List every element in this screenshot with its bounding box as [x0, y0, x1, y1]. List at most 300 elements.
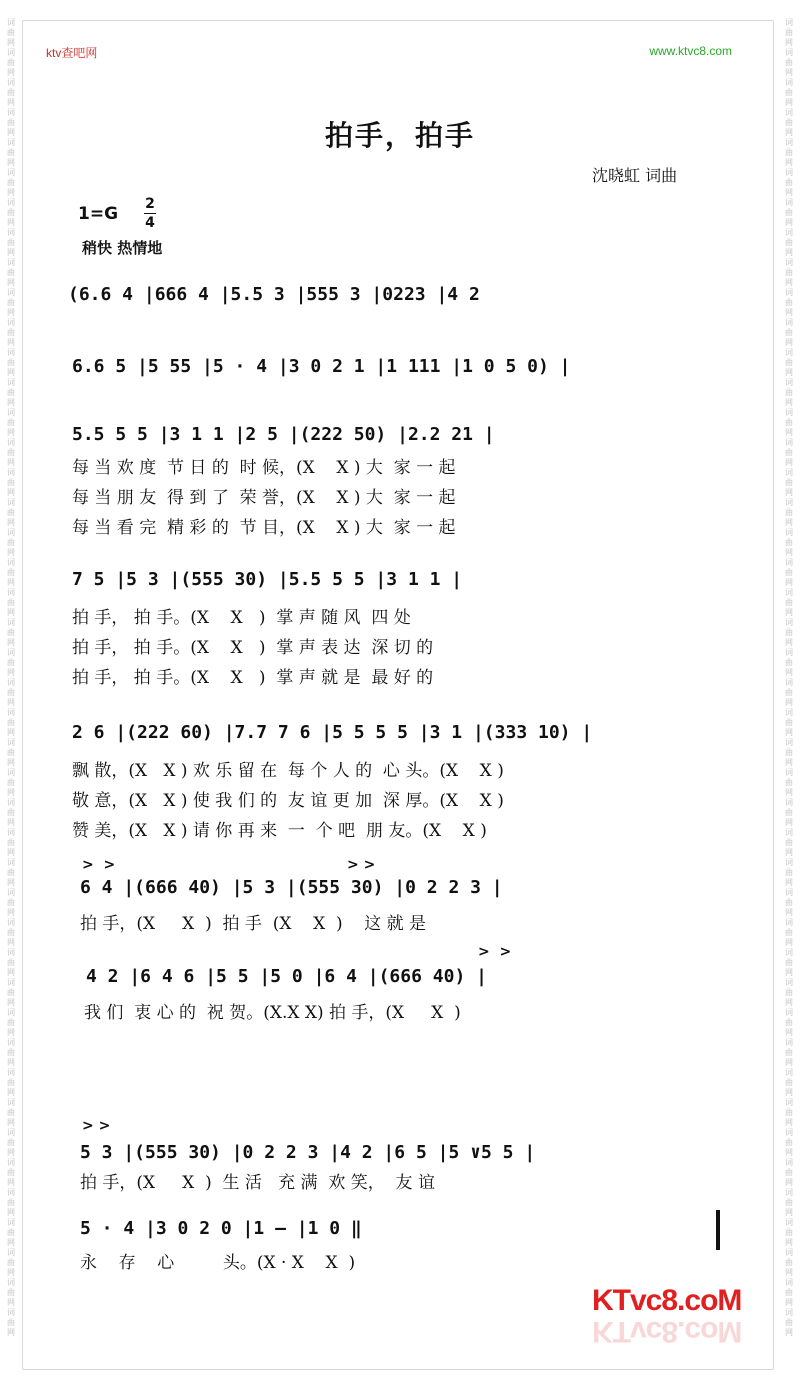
watermark-glyph: 词: [7, 1188, 15, 1197]
watermark-glyph: 曲: [785, 418, 793, 427]
watermark-glyph: 网: [785, 1298, 793, 1307]
watermark-glyph: 网: [785, 1148, 793, 1157]
watermark-glyph: 词: [785, 768, 793, 777]
watermark-glyph: 网: [7, 158, 15, 167]
watermark-column-right: [781, 18, 797, 1338]
watermark-glyph: 词: [7, 618, 15, 627]
watermark-glyph: 网: [785, 218, 793, 227]
logo-text: KTvc8.coM: [592, 1284, 742, 1317]
watermark-glyph: 曲: [7, 358, 15, 367]
watermark-glyph: 词: [785, 468, 793, 477]
watermark-glyph: 词: [785, 498, 793, 507]
watermark-glyph: 曲: [7, 238, 15, 247]
meter-top: 2: [145, 196, 155, 212]
watermark-glyph: 词: [785, 48, 793, 57]
watermark-glyph: 词: [7, 1218, 15, 1227]
watermark-glyph: 词: [7, 1308, 15, 1317]
watermark-glyph: 网: [7, 1118, 15, 1127]
watermark-glyph: 曲: [785, 928, 793, 937]
watermark-glyph: 网: [7, 938, 15, 947]
watermark-glyph: 曲: [785, 628, 793, 637]
watermark-glyph: 网: [785, 548, 793, 557]
watermark-glyph: 词: [7, 888, 15, 897]
watermark-glyph: 曲: [7, 1318, 15, 1327]
watermark-glyph: 词: [785, 558, 793, 567]
watermark-glyph: 词: [7, 18, 15, 27]
lyric-line: 拍 手，(X X ) 生 活 充 满 欢 笑， 友 谊: [80, 1173, 435, 1193]
watermark-glyph: 词: [785, 648, 793, 657]
watermark-glyph: 词: [785, 1188, 793, 1197]
watermark-glyph: 网: [785, 578, 793, 587]
watermark-glyph: 曲: [7, 658, 15, 667]
watermark-glyph: 网: [7, 788, 15, 797]
watermark-glyph: 词: [7, 1068, 15, 1077]
watermark-glyph: 曲: [7, 1258, 15, 1267]
watermark-glyph: 网: [7, 38, 15, 47]
watermark-glyph: 网: [7, 1178, 15, 1187]
watermark-glyph: 词: [7, 228, 15, 237]
watermark-glyph: 曲: [785, 988, 793, 997]
watermark-glyph: 词: [7, 468, 15, 477]
watermark-glyph: 曲: [7, 1228, 15, 1237]
watermark-glyph: 曲: [7, 688, 15, 697]
watermark-glyph: 词: [785, 408, 793, 417]
watermark-glyph: 词: [7, 288, 15, 297]
watermark-glyph: 曲: [785, 298, 793, 307]
watermark-glyph: 曲: [7, 808, 15, 817]
watermark-glyph: 曲: [785, 598, 793, 607]
watermark-glyph: 网: [7, 698, 15, 707]
watermark-glyph: 曲: [7, 778, 15, 787]
watermark-glyph: 词: [7, 168, 15, 177]
watermark-glyph: 词: [785, 948, 793, 957]
watermark-glyph: 曲: [7, 148, 15, 157]
watermark-glyph: 曲: [785, 88, 793, 97]
watermark-glyph: 网: [7, 908, 15, 917]
watermark-glyph: 词: [785, 1278, 793, 1287]
watermark-glyph: 词: [785, 678, 793, 687]
watermark-glyph: 曲: [7, 298, 15, 307]
lyric-line: 我 们 衷 心 的 祝 贺。(X.X X) 拍 手，(X X ): [84, 1003, 461, 1023]
watermark-glyph: 曲: [7, 988, 15, 997]
watermark-glyph: 曲: [785, 448, 793, 457]
watermark-glyph: 词: [7, 558, 15, 567]
watermark-glyph: 词: [7, 48, 15, 57]
watermark-glyph: 网: [785, 518, 793, 527]
watermark-glyph: 曲: [785, 688, 793, 697]
watermark-glyph: 网: [7, 1028, 15, 1037]
watermark-glyph: 词: [7, 678, 15, 687]
watermark-glyph: 曲: [7, 1198, 15, 1207]
watermark-glyph: 曲: [785, 1078, 793, 1087]
watermark-glyph: 网: [785, 1208, 793, 1217]
watermark-glyph: 网: [785, 698, 793, 707]
watermark-glyph: 网: [7, 518, 15, 527]
watermark-glyph: 网: [785, 608, 793, 617]
watermark-glyph: 曲: [785, 868, 793, 877]
watermark-glyph: 词: [7, 918, 15, 927]
watermark-glyph: 词: [785, 1308, 793, 1317]
watermark-glyph: 词: [7, 978, 15, 987]
watermark-glyph: 网: [7, 878, 15, 887]
watermark-glyph: 网: [7, 578, 15, 587]
watermark-glyph: 词: [7, 318, 15, 327]
song-title: 拍手，拍手: [324, 119, 475, 152]
watermark-glyph: 网: [785, 818, 793, 827]
watermark-glyph: 词: [7, 708, 15, 717]
watermark-glyph: 网: [785, 248, 793, 257]
watermark-glyph: 曲: [785, 178, 793, 187]
watermark-glyph: 网: [785, 428, 793, 437]
watermark-glyph: 词: [785, 108, 793, 117]
watermark-glyph: 网: [7, 248, 15, 257]
watermark-glyph: 网: [7, 128, 15, 137]
watermark-glyph: 曲: [7, 388, 15, 397]
watermark-glyph: 词: [785, 1038, 793, 1047]
watermark-glyph: 曲: [7, 1288, 15, 1297]
watermark-glyph: 曲: [785, 838, 793, 847]
watermark-glyph: 词: [7, 648, 15, 657]
watermark-glyph: 曲: [785, 1018, 793, 1027]
watermark-glyph: 曲: [785, 748, 793, 757]
watermark-glyph: 网: [785, 938, 793, 947]
watermark-glyph: 曲: [7, 838, 15, 847]
watermark-glyph: 曲: [7, 268, 15, 277]
watermark-glyph: 曲: [7, 508, 15, 517]
watermark-glyph: 曲: [785, 1168, 793, 1177]
watermark-glyph: 曲: [7, 1018, 15, 1027]
watermark-glyph: 曲: [7, 538, 15, 547]
watermark-glyph: 网: [785, 128, 793, 137]
watermark-glyph: 网: [7, 608, 15, 617]
watermark-glyph: 词: [7, 858, 15, 867]
watermark-glyph: 网: [785, 668, 793, 677]
notation-line: 4 2 |6 4 6 |5 5 |5 0 |6 4 |(666 40) |: [86, 966, 487, 987]
watermark-glyph: 曲: [7, 328, 15, 337]
watermark-glyph: 曲: [785, 478, 793, 487]
watermark-glyph: 曲: [7, 1138, 15, 1147]
watermark-glyph: 网: [785, 908, 793, 917]
watermark-glyph: 曲: [785, 508, 793, 517]
accent-marks: > >: [82, 857, 116, 873]
watermark-glyph: 网: [7, 368, 15, 377]
watermark-glyph: 网: [785, 1178, 793, 1187]
watermark-glyph: 曲: [785, 898, 793, 907]
watermark-glyph: 词: [7, 138, 15, 147]
watermark-glyph: 词: [785, 978, 793, 987]
watermark-glyph: 词: [785, 318, 793, 327]
watermark-glyph: 网: [7, 188, 15, 197]
watermark-glyph: 网: [7, 1238, 15, 1247]
notation-line: 6 4 |(666 40) |5 3 |(555 30) |0 2 2 3 |: [80, 877, 503, 898]
accent-marks: > >: [82, 1118, 111, 1134]
watermark-glyph: 网: [785, 1328, 793, 1337]
watermark-glyph: 曲: [7, 748, 15, 757]
watermark-glyph: 词: [785, 618, 793, 627]
watermark-glyph: 词: [785, 198, 793, 207]
watermark-glyph: 词: [785, 288, 793, 297]
notation-line: (6.6 4 |666 4 |5.5 3 |555 3 |0223 |4 2: [68, 284, 480, 305]
watermark-glyph: 词: [785, 78, 793, 87]
watermark-glyph: 曲: [7, 898, 15, 907]
notation-line: 6.6 5 |5 55 |5 · 4 |3 0 2 1 |1 111 |1 0 5 0) |: [72, 356, 571, 377]
watermark-glyph: 网: [7, 338, 15, 347]
watermark-glyph: 词: [7, 1128, 15, 1137]
watermark-glyph: 曲: [785, 1228, 793, 1237]
watermark-glyph: 网: [785, 338, 793, 347]
watermark-glyph: 词: [7, 108, 15, 117]
watermark-glyph: 词: [7, 528, 15, 537]
watermark-glyph: 词: [785, 708, 793, 717]
notation-line: 5 3 |(555 30) |0 2 2 3 |4 2 |6 5 |5 ∨5 5 |: [80, 1142, 536, 1163]
watermark-glyph: 网: [785, 758, 793, 767]
meter-bottom: 4: [145, 215, 155, 231]
watermark-glyph: 词: [7, 1008, 15, 1017]
watermark-glyph: 词: [7, 588, 15, 597]
watermark-glyph: 网: [7, 68, 15, 77]
watermark-glyph: 曲: [785, 808, 793, 817]
watermark-glyph: 曲: [7, 88, 15, 97]
watermark-glyph: 曲: [785, 1258, 793, 1267]
watermark-glyph: 词: [785, 1008, 793, 1017]
watermark-glyph: 曲: [7, 1108, 15, 1117]
watermark-glyph: 网: [7, 1208, 15, 1217]
watermark-glyph: 曲: [7, 28, 15, 37]
watermark-glyph: 网: [7, 638, 15, 647]
watermark-glyph: 词: [7, 258, 15, 267]
watermark-glyph: 网: [785, 1058, 793, 1067]
watermark-glyph: 网: [7, 758, 15, 767]
watermark-glyph: 词: [785, 1098, 793, 1107]
watermark-glyph: 网: [785, 458, 793, 467]
watermark-glyph: 曲: [7, 178, 15, 187]
watermark-glyph: 曲: [785, 328, 793, 337]
watermark-glyph: 曲: [785, 1288, 793, 1297]
watermark-glyph: 网: [7, 1058, 15, 1067]
watermark-glyph: 词: [785, 738, 793, 747]
watermark-glyph: 曲: [7, 448, 15, 457]
watermark-glyph: 词: [7, 798, 15, 807]
watermark-glyph: 网: [7, 1268, 15, 1277]
watermark-glyph: 曲: [7, 568, 15, 577]
watermark-glyph: 曲: [785, 118, 793, 127]
final-barline: [716, 1210, 720, 1250]
time-signature: [144, 196, 156, 231]
tempo-marking: 稍快 热情地: [82, 239, 163, 257]
lyric-verse-2: 每 当 朋 友 得 到 了 荣 誉，(X X ) 大 家 一 起: [72, 488, 456, 508]
watermark-glyph: 网: [7, 968, 15, 977]
watermark-glyph: 词: [785, 528, 793, 537]
watermark-glyph: 网: [7, 428, 15, 437]
watermark-glyph: 曲: [7, 718, 15, 727]
notation-line: 2 6 |(222 60) |7.7 7 6 |5 5 5 5 |3 1 |(333 10) |: [72, 722, 593, 743]
watermark-glyph: 网: [7, 218, 15, 227]
watermark-glyph: 网: [7, 848, 15, 857]
watermark-glyph: 曲: [785, 658, 793, 667]
watermark-glyph: 词: [7, 78, 15, 87]
watermark-glyph: 网: [7, 488, 15, 497]
lyric-verse-1: 飘 散，(X X ) 欢 乐 留 在 每 个 人 的 心 头。(X X ): [72, 761, 504, 781]
watermark-glyph: 词: [785, 588, 793, 597]
watermark-glyph: 曲: [785, 538, 793, 547]
watermark-glyph: 网: [7, 818, 15, 827]
watermark-glyph: 曲: [7, 868, 15, 877]
watermark-glyph: 网: [785, 188, 793, 197]
watermark-glyph: 曲: [785, 58, 793, 67]
watermark-glyph: 网: [785, 1088, 793, 1097]
watermark-glyph: 词: [785, 1128, 793, 1137]
watermark-glyph: 曲: [7, 418, 15, 427]
lyric-line: 拍 手，(X X ) 拍 手 (X X ) 这 就 是: [80, 914, 427, 934]
watermark-glyph: 曲: [785, 1048, 793, 1057]
watermark-glyph: 曲: [7, 478, 15, 487]
watermark-glyph: 网: [785, 638, 793, 647]
lyric-verse-1: 拍 手， 拍 手。(X X ) 掌 声 随 风 四 处: [72, 608, 411, 628]
watermark-glyph: 曲: [785, 1138, 793, 1147]
lyric-verse-3: 每 当 看 完 精 彩 的 节 目，(X X ) 大 家 一 起: [72, 518, 456, 538]
watermark-glyph: 曲: [7, 118, 15, 127]
watermark-glyph: 网: [785, 278, 793, 287]
watermark-glyph: 词: [7, 1098, 15, 1107]
watermark-glyph: 网: [785, 158, 793, 167]
site-url[interactable]: www.ktvc8.com: [649, 44, 732, 58]
lyric-verse-3: 赞 美，(X X ) 请 你 再 来 一 个 吧 朋 友。(X X ): [72, 821, 487, 841]
watermark-glyph: 词: [785, 918, 793, 927]
notation-line: 5.5 5 5 |3 1 1 |2 5 |(222 50) |2.2 21 |: [72, 424, 495, 445]
watermark-glyph: 网: [785, 68, 793, 77]
watermark-glyph: 曲: [785, 568, 793, 577]
watermark-glyph: 词: [785, 378, 793, 387]
watermark-glyph: 词: [785, 228, 793, 237]
watermark-glyph: 网: [785, 98, 793, 107]
key-signature: 1=G: [78, 204, 119, 224]
notation-line: 7 5 |5 3 |(555 30) |5.5 5 5 |3 1 1 |: [72, 569, 463, 590]
watermark-glyph: 词: [7, 348, 15, 357]
watermark-glyph: 曲: [7, 928, 15, 937]
watermark-glyph: 曲: [7, 208, 15, 217]
watermark-glyph: 词: [785, 1158, 793, 1167]
site-name[interactable]: ktv查吧网: [46, 46, 98, 60]
watermark-glyph: 曲: [7, 598, 15, 607]
watermark-glyph: 词: [785, 438, 793, 447]
watermark-glyph: 曲: [7, 958, 15, 967]
watermark-glyph: 词: [785, 1248, 793, 1257]
watermark-glyph: 词: [785, 888, 793, 897]
watermark-glyph: 网: [7, 1328, 15, 1337]
watermark-glyph: 词: [7, 1278, 15, 1287]
lyric-verse-2: 拍 手， 拍 手。(X X ) 掌 声 表 达 深 切 的: [72, 638, 434, 658]
watermark-glyph: 词: [785, 828, 793, 837]
watermark-glyph: 词: [785, 18, 793, 27]
watermark-glyph: 网: [785, 488, 793, 497]
watermark-glyph: 网: [785, 1118, 793, 1127]
watermark-glyph: 网: [785, 398, 793, 407]
watermark-glyph: 词: [785, 258, 793, 267]
watermark-glyph: 网: [785, 788, 793, 797]
watermark-glyph: 网: [7, 398, 15, 407]
watermark-glyph: 网: [7, 998, 15, 1007]
watermark-glyph: 词: [785, 858, 793, 867]
watermark-glyph: 词: [7, 1038, 15, 1047]
watermark-glyph: 网: [7, 1148, 15, 1157]
watermark-glyph: 词: [7, 378, 15, 387]
watermark-column-left: [3, 18, 19, 1338]
watermark-glyph: 网: [785, 1238, 793, 1247]
watermark-glyph: 曲: [785, 28, 793, 37]
watermark-glyph: 网: [785, 1028, 793, 1037]
watermark-glyph: 词: [7, 768, 15, 777]
watermark-glyph: 曲: [7, 628, 15, 637]
accent-marks: > >: [347, 857, 376, 873]
watermark-glyph: 词: [785, 798, 793, 807]
watermark-glyph: 词: [785, 168, 793, 177]
watermark-glyph: 词: [7, 438, 15, 447]
watermark-glyph: 网: [785, 968, 793, 977]
watermark-glyph: 曲: [7, 1078, 15, 1087]
watermark-glyph: 词: [7, 498, 15, 507]
watermark-glyph: 网: [785, 38, 793, 47]
watermark-glyph: 曲: [7, 58, 15, 67]
watermark-glyph: 曲: [7, 1048, 15, 1057]
watermark-glyph: 网: [7, 308, 15, 317]
watermark-glyph: 曲: [785, 148, 793, 157]
watermark-glyph: 网: [7, 728, 15, 737]
watermark-glyph: 曲: [785, 208, 793, 217]
lyric-verse-3: 拍 手， 拍 手。(X X ) 掌 声 就 是 最 好 的: [72, 668, 434, 688]
watermark-glyph: 网: [7, 668, 15, 677]
watermark-glyph: 网: [7, 548, 15, 557]
watermark-glyph: 曲: [785, 718, 793, 727]
lyric-verse-2: 敬 意，(X X ) 使 我 们 的 友 谊 更 加 深 厚。(X X ): [72, 791, 504, 811]
watermark-glyph: 词: [7, 1158, 15, 1167]
notation-line: 5 · 4 |3 0 2 0 |1 – |1 0 ‖: [80, 1218, 362, 1239]
watermark-glyph: 词: [785, 1068, 793, 1077]
watermark-glyph: 网: [785, 368, 793, 377]
watermark-glyph: 曲: [785, 1198, 793, 1207]
watermark-glyph: 曲: [785, 778, 793, 787]
watermark-glyph: 曲: [785, 238, 793, 247]
watermark-glyph: 词: [7, 948, 15, 957]
watermark-glyph: 词: [785, 348, 793, 357]
watermark-glyph: 网: [7, 1298, 15, 1307]
logo-reflection: KTvc8.coM: [592, 1315, 742, 1348]
watermark-glyph: 曲: [785, 1108, 793, 1117]
watermark-glyph: 网: [785, 998, 793, 1007]
song-author: 沈晓虹 词曲: [592, 166, 678, 185]
watermark-glyph: 网: [785, 878, 793, 887]
accent-marks: > >: [478, 944, 512, 960]
watermark-glyph: 词: [785, 138, 793, 147]
watermark-glyph: 曲: [785, 958, 793, 967]
watermark-glyph: 网: [785, 308, 793, 317]
watermark-glyph: 曲: [785, 1318, 793, 1327]
lyric-line: 永 存 心 头。(X · X X ): [80, 1253, 356, 1273]
watermark-glyph: 词: [7, 408, 15, 417]
watermark-glyph: 网: [785, 728, 793, 737]
watermark-glyph: 网: [785, 1268, 793, 1277]
watermark-glyph: 网: [7, 98, 15, 107]
meter-bar: [144, 213, 156, 214]
site-logo[interactable]: [592, 1284, 752, 1362]
watermark-glyph: 词: [785, 1218, 793, 1227]
watermark-glyph: 网: [7, 278, 15, 287]
watermark-glyph: 词: [7, 738, 15, 747]
watermark-glyph: 网: [7, 458, 15, 467]
watermark-glyph: 网: [7, 1088, 15, 1097]
lyric-verse-1: 每 当 欢 度 节 日 的 时 候，(X X ) 大 家 一 起: [72, 458, 456, 478]
watermark-glyph: 词: [7, 1248, 15, 1257]
page-border: [22, 20, 774, 1370]
